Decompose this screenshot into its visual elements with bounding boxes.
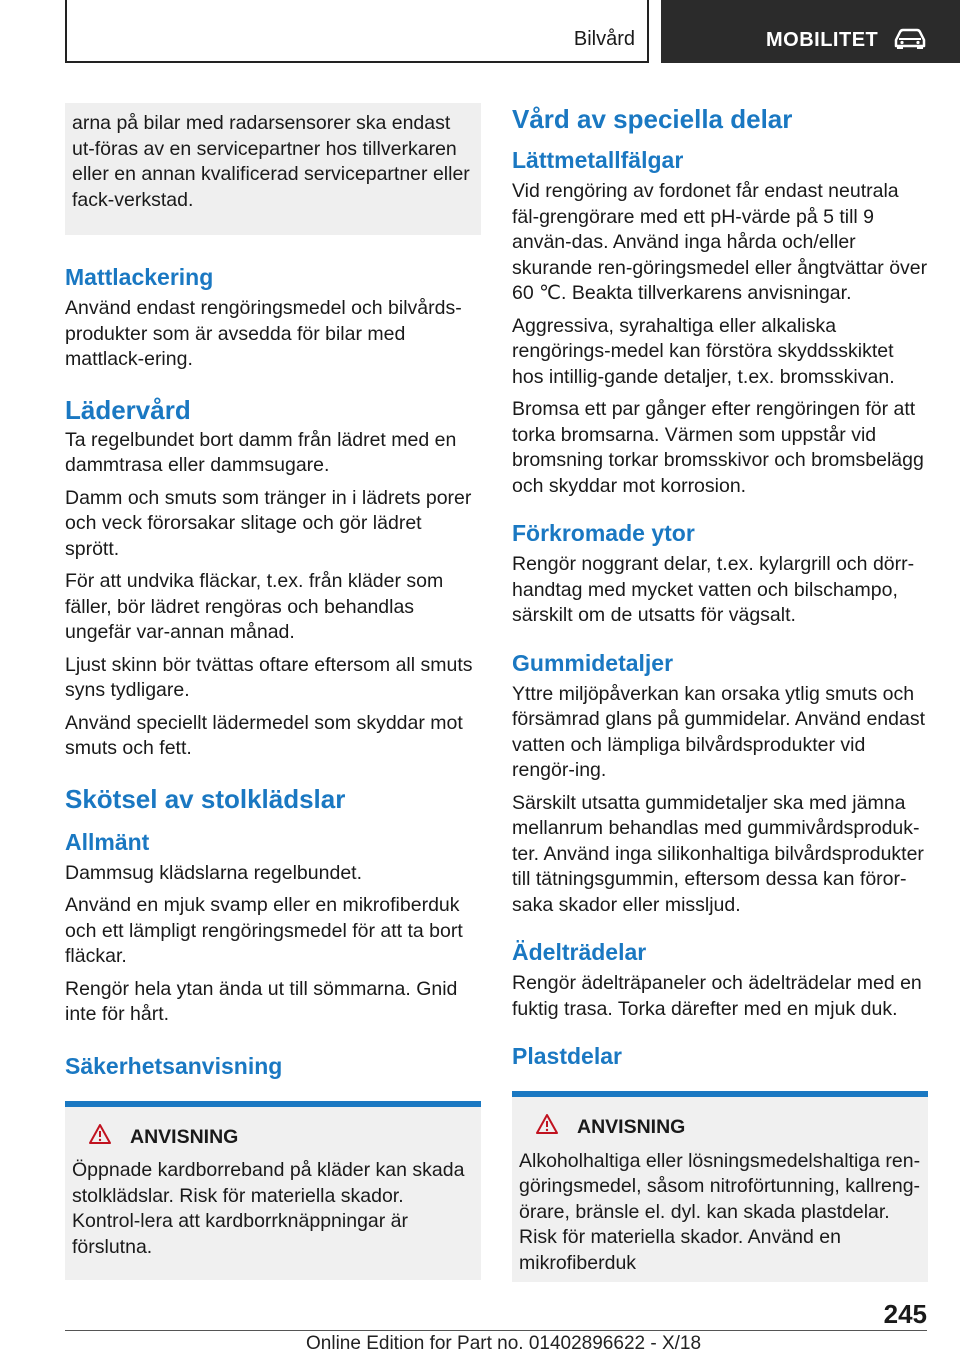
rubber-p1: Yttre miljöpåverkan kan orsaka ytlig smuts och försämrad glans på gummidelar. Använd endast vatten och lämpliga bilvårdsprodukter vid rengör-ing. xyxy=(512,682,925,781)
chrome-heading: Förkromade ytor xyxy=(512,520,695,546)
special-parts-heading: Vård av speciella delar xyxy=(512,104,793,134)
header-chapter-box xyxy=(65,0,649,63)
alloy-heading: Lättmetallfälgar xyxy=(512,147,684,173)
plastic-heading: Plastdelar xyxy=(512,1043,622,1069)
plastic-warning-text: Alkoholhaltiga eller lösningsmedelshaltiga ren-göringsmedel, såsom nitroförtunning, kallreng-örare, bränsle el. dyl. kan skada plastdelar. Risk för materiella skador. Använd en mikrofiberduk xyxy=(519,1149,921,1274)
wood-p1: Rengör ädelträpaneler och ädelträdelar med en fuktig trasa. Torka därefter med en mjuk duk. xyxy=(512,972,922,1020)
warning-triangle-icon xyxy=(88,1123,112,1153)
seat-p2: Använd en mjuk svamp eller en mikrofiberduk och ett lämpligt rengöringsmedel för att ta bort fläckar. xyxy=(65,894,463,967)
wood-heading: Ädelträdelar xyxy=(512,939,647,965)
alloy-p2: Aggressiva, syrahaltiga eller alkaliska rengörings-medel kan förstöra skyddsskiktet hos intillig-gande detaljer, t.ex. bromsskivan. xyxy=(512,314,895,388)
leather-p4: Ljust skinn bör tvättas oftare eftersom all smuts syns tydligare. xyxy=(65,653,473,701)
rubber-heading: Gummidetaljer xyxy=(512,649,674,676)
rubber-p2: Särskilt utsatta gummidetaljer ska med jämna mellanrum behandlas med gummivårdsproduk-ter. Använd inga silikonhaltiga bilvårdsprodukter till tätningsgummin, eftersom dessa kan föror-saka skador eller missljud. xyxy=(512,791,924,916)
seat-p3: Rengör hela ytan ända ut till sömmarna. Gnid inte för hårt. xyxy=(65,977,458,1025)
plastic-warning-title: ANVISNING xyxy=(577,1116,686,1138)
warning-text: Öppnade kardborreband på kläder kan skada stolklädslar. Risk för materiella skador. Kontrol-lera att kardborrknäppningar är förslutna. xyxy=(72,1159,465,1258)
section-title: MOBILITET xyxy=(766,29,879,51)
alloy-p1: Vid rengöring av fordonet får endast neutrala fäl-grengörare med ett pH-värde på 5 till 9 använ-das. Använd inga hårda och/eller skurande ren-göringsmedel eller ångtvättar över 60 ℃. Beakta tillverkarens anvisningar. xyxy=(512,180,928,304)
left-column xyxy=(65,103,481,1280)
leather-p5: Använd speciellt lädermedel som skyddar mot smuts och fett. xyxy=(65,711,463,759)
page-number: 245 xyxy=(883,1299,927,1329)
warning-box xyxy=(65,1101,481,1281)
matt-heading: Mattlackering xyxy=(65,264,214,290)
general-heading: Allmänt xyxy=(65,828,150,855)
intro-continuation-box xyxy=(65,103,481,235)
warning-triangle-icon xyxy=(535,1113,559,1143)
seat-covers-heading: Skötsel av stolklädslar xyxy=(65,783,346,814)
plastic-warning-title-row xyxy=(519,1113,921,1143)
intro-continuation-text: arna på bilar med radarsensorer ska endast ut-föras av en servicepartner hos tillverkaren eller en annan kvalificerad servicepartner eller fack-verkstad. xyxy=(72,112,470,211)
warning-title: ANVISNING xyxy=(130,1125,239,1148)
footer-divider xyxy=(65,1330,927,1331)
chapter-title: Bilvård xyxy=(573,28,635,50)
matt-text: Använd endast rengöringsmedel och bilvårds-produkter som är avsedda för bilar med mattlack-ering. xyxy=(65,297,462,370)
alloy-p3: Bromsa ett par gånger efter rengöringen för att torka bromsarna. Värmen som uppstår vid bromsning torkar bromsskivor och bromsbelägg och skyddar mot korrosion. xyxy=(512,398,924,497)
car-icon xyxy=(893,28,927,55)
right-column xyxy=(512,103,928,1282)
chrome-p1: Rengör noggrant delar, t.ex. kylargrill och dörr-handtag med mycket vatten och bilschampo, särskilt om de utsatts för vägsalt. xyxy=(512,553,915,626)
header-section-box xyxy=(661,0,960,63)
safety-heading: Säkerhetsanvisning xyxy=(65,1052,283,1079)
seat-p1: Dammsug klädslarna regelbundet. xyxy=(65,861,362,884)
plastic-warning-box xyxy=(512,1091,928,1282)
leather-heading: Lädervård xyxy=(65,394,191,425)
warning-title-row xyxy=(72,1123,474,1153)
leather-p1: Ta regelbundet bort damm från lädret med en dammtrasa eller dammsugare. xyxy=(65,428,457,476)
leather-p3: För att undvika fläckar, t.ex. från kläder som fäller, bör lädret rengöras och behandlas ungefär var-annan månad. xyxy=(65,570,444,643)
footer-edition: Online Edition for Part no. 01402896622 - X/18 xyxy=(306,1333,702,1354)
leather-p2: Damm och smuts som tränger in i lädrets porer och veck förorsakar slitage och gör lädret sprött. xyxy=(65,486,472,560)
